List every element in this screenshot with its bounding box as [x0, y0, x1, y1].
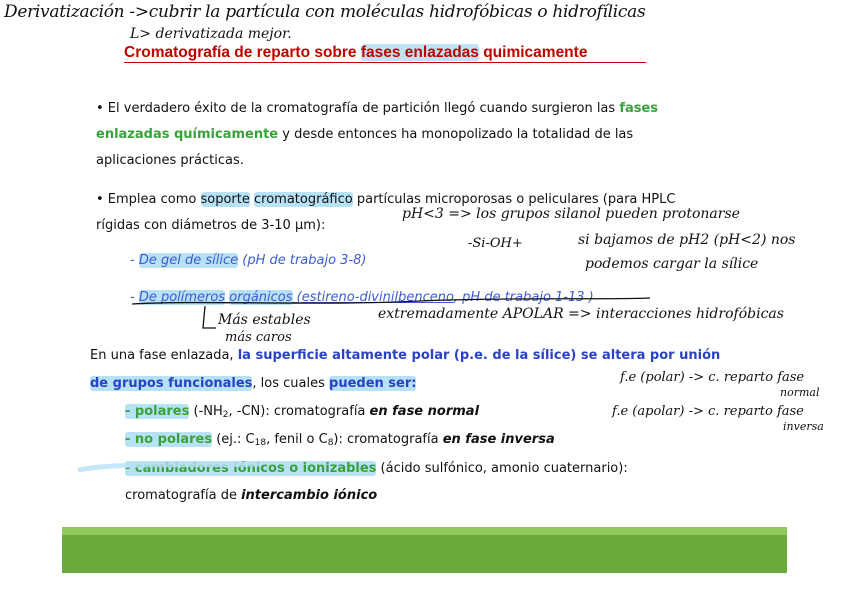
highlight-soporte: soporte — [200, 192, 250, 207]
text: , -CN): cromatografía — [228, 404, 370, 419]
underline-polimeros-stroke — [132, 298, 650, 304]
paragraph-soporte-line2: rígidas con diámetros de 3-10 µm): — [96, 218, 326, 233]
bracket-mas-estables-stroke — [203, 306, 216, 328]
highlight-gel-silice: De gel de sílice — [138, 253, 239, 268]
text: • Emplea como — [96, 192, 201, 207]
handwritten-note-mas-caros: más caros — [225, 330, 292, 345]
subscript: 18 — [254, 438, 267, 448]
handwritten-note-derivatizada: L> derivatizada mejor. — [130, 26, 292, 42]
handwritten-note-fe-apolar-1: f.e (apolar) -> c. reparto fase — [612, 404, 804, 419]
title-part3: quimicamente — [478, 44, 588, 61]
highlight-grupos-funcionales: de grupos funcionales — [90, 376, 253, 391]
text: cromatografía de — [125, 488, 242, 503]
footer-band-highlight — [62, 527, 787, 535]
title-part1: Cromatografía de reparto sobre — [124, 44, 361, 61]
text: (ácido sulfónico, amonio cuaternario): — [376, 461, 628, 476]
handwritten-note-fe-polar-2: normal — [780, 386, 820, 399]
paragraph-exito-line3: aplicaciones prácticas. — [96, 153, 244, 168]
highlight-no-polares: - no polares — [125, 432, 213, 447]
emphasis-fase-inversa: en fase inversa — [442, 432, 555, 447]
text: ): cromatografía — [333, 432, 443, 447]
handwritten-note-fe-polar-1: f.e (polar) -> c. reparto fase — [620, 370, 805, 385]
highlight-polares: - polares — [125, 404, 190, 419]
text: (ej.: C — [212, 432, 255, 447]
highlight-cambiadores: - cambiadores iónicos o ionizables — [125, 461, 377, 476]
highlight-pueden-ser: pueden ser: — [329, 376, 417, 391]
text: , fenil o C — [266, 432, 328, 447]
text: - — [130, 253, 139, 268]
highlight-cromatografico: cromatográfico — [254, 192, 353, 207]
handwritten-note-fe-apolar-2: inversa — [783, 420, 824, 433]
text: (-NH — [189, 404, 223, 419]
handwritten-note-extremadamente: extremadamente APOLAR => interacciones hidrofóbicas — [378, 306, 784, 322]
text: y desde entonces ha monopolizado la totalidad de las — [278, 127, 634, 142]
text: - — [130, 290, 139, 305]
text: (pH de trabajo 3-8) — [238, 253, 367, 268]
title-part2: fases enlazadas — [360, 44, 479, 61]
keyword-fases: fases — [619, 101, 659, 116]
text: • El verdadero éxito de la cromatografía de partición llegó cuando surgieron las — [96, 101, 620, 116]
handwritten-note-derivatizacion: Derivatización ->cubrir la partícula con moléculas hidrofóbicas o hidrofílicas — [4, 2, 646, 22]
subscript: 2 — [222, 410, 229, 420]
emphasis-intercambio-ionico: intercambio iónico — [241, 488, 378, 503]
text: partículas microporosas o peliculares (para HPLC — [352, 192, 676, 207]
handwritten-note-ph: pH<3 => los grupos silanol pueden protonarse — [402, 206, 740, 222]
text: , los cuales — [252, 376, 330, 391]
highlight-swash-cambiadores — [78, 464, 260, 470]
handwritten-note-mas-estables: Más estables — [218, 312, 311, 328]
handwritten-note-bajamos-1: si bajamos de pH2 (pH<2) nos — [578, 232, 796, 248]
text: (estireno-divinilbenceno — [292, 290, 454, 305]
emphasis-fase-normal: en fase normal — [369, 404, 480, 419]
handwritten-note-bajamos-2: podemos cargar la sílice — [585, 256, 759, 272]
handwritten-note-sioh: -Si-OH+ — [468, 236, 523, 251]
highlight-organicos: orgánicos — [229, 290, 293, 305]
keyword-superficie: la superficie altamente polar (p.e. de la sílice) se altera por unión — [237, 348, 721, 363]
keyword-enlazadas: enlazadas químicamente — [96, 127, 279, 142]
text: , pH de trabajo 1-13 ) — [453, 290, 594, 305]
text: En una fase enlazada, — [90, 348, 238, 363]
highlight-polimeros: De polímeros — [138, 290, 226, 305]
subscript: 8 — [327, 438, 334, 448]
